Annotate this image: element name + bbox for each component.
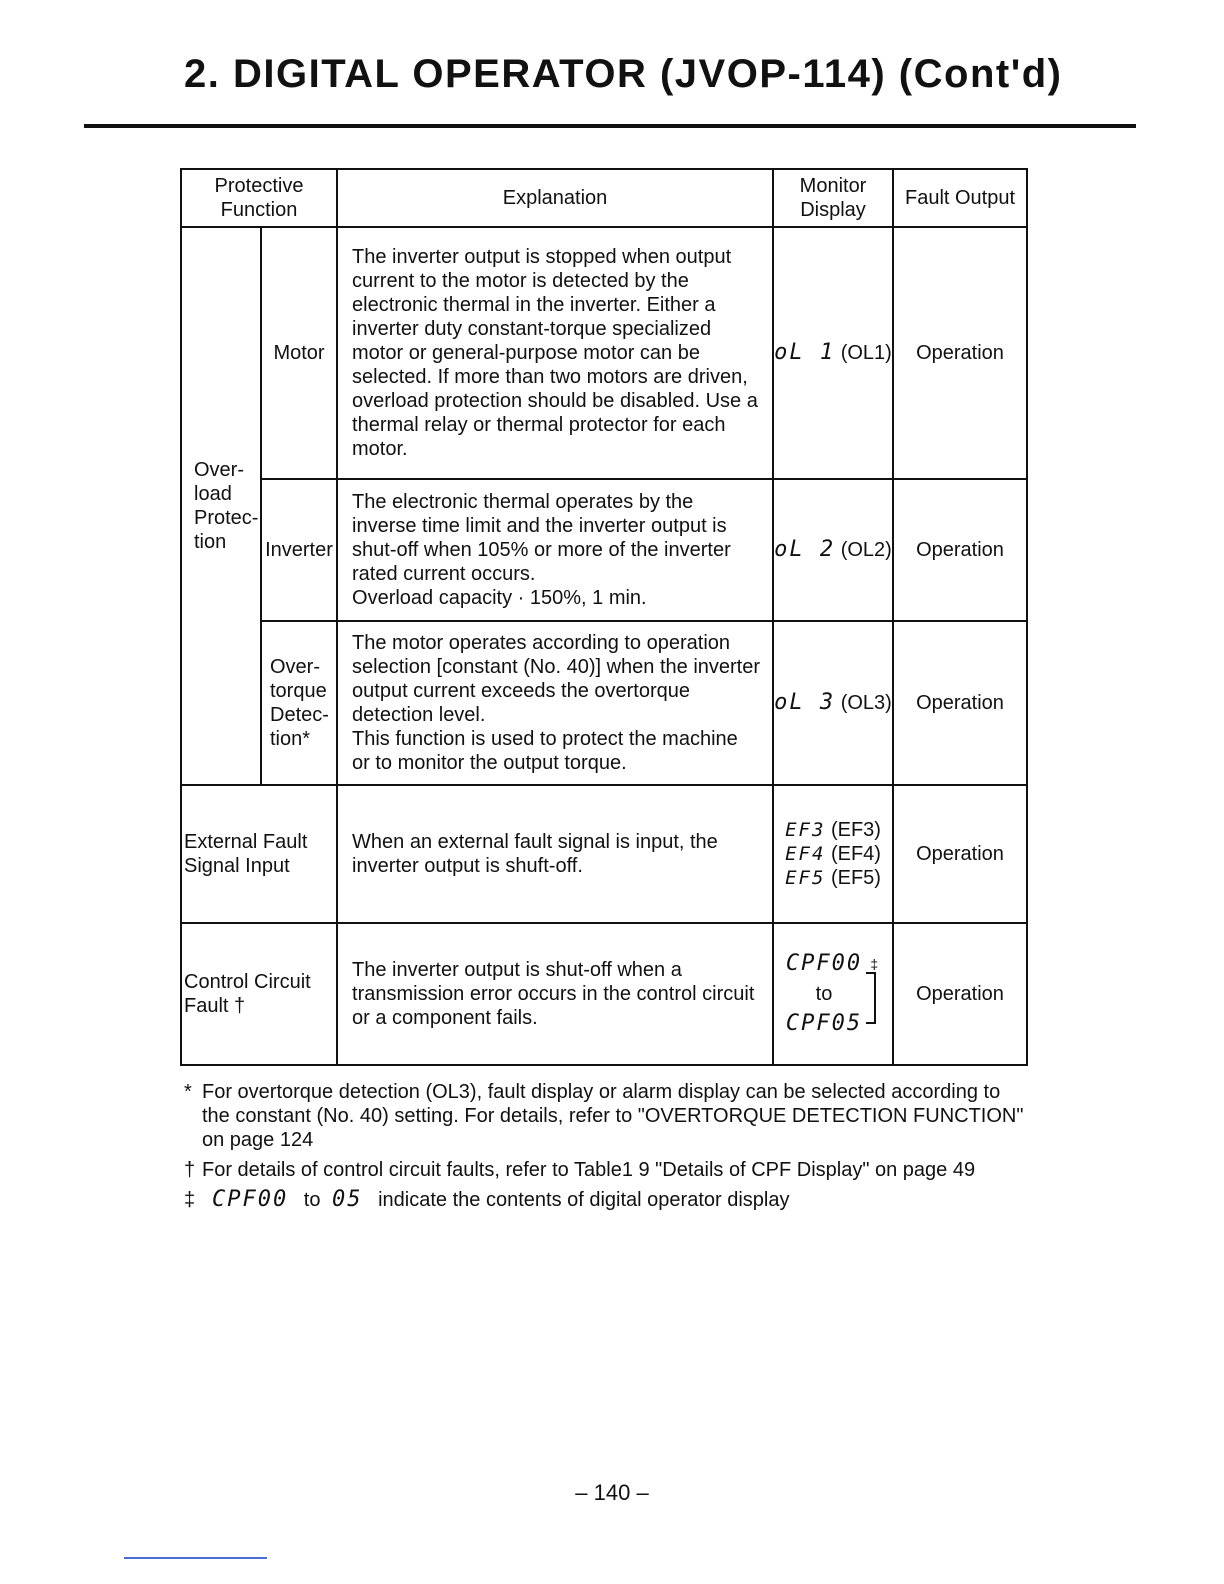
page-title: 2. DIGITAL OPERATOR (JVOP-114) (Cont'd) bbox=[184, 52, 1063, 96]
seven-seg-code: EF3 bbox=[785, 819, 826, 841]
code-label: (EF3) bbox=[830, 819, 881, 841]
table-row bbox=[181, 923, 1027, 1065]
footnote-text: For overtorque detection (OL3), fault display or alarm display can be selected according to the constant (No. 40) setting. For details, refer to "OVERTORQUE DETECTION FUNCTION" on page 124 bbox=[202, 1081, 1024, 1151]
asterisk-mark: * bbox=[184, 1081, 192, 1103]
footnotes bbox=[184, 1080, 1024, 1218]
bracket-icon bbox=[866, 972, 876, 1024]
title-rule bbox=[84, 124, 1136, 128]
protective-function-table bbox=[180, 168, 1028, 1066]
code-label: (OL3) bbox=[840, 692, 892, 714]
fault-output-cell: Operation bbox=[893, 479, 1027, 621]
dagger-mark: † bbox=[184, 1159, 196, 1181]
page-number: – 140 – bbox=[575, 1480, 649, 1505]
function-cell: Control Circuit Fault † bbox=[181, 923, 337, 1065]
fault-output-cell: Operation bbox=[893, 227, 1027, 479]
seven-seg-code: EF5 bbox=[785, 867, 826, 889]
range-to: to bbox=[815, 983, 833, 1005]
overload-protection-group: Over-load Protec-tion bbox=[181, 227, 261, 785]
monitor-display-cell bbox=[773, 227, 893, 479]
monitor-line bbox=[774, 842, 892, 866]
fault-output-cell: Operation bbox=[893, 621, 1027, 785]
seven-seg-code: oL 3 bbox=[774, 690, 836, 715]
code-label: (OL1) bbox=[840, 342, 892, 364]
fault-output-cell: Operation bbox=[893, 785, 1027, 923]
monitor-line bbox=[774, 866, 892, 890]
sub-function: Over-torque Detec-tion* bbox=[261, 621, 337, 785]
sub-function: Inverter bbox=[261, 479, 337, 621]
function-cell: External Fault Signal Input bbox=[181, 785, 337, 923]
code-label: (OL2) bbox=[840, 539, 892, 561]
header-monitor-display: Monitor Display bbox=[773, 169, 893, 227]
fault-output-cell: Operation bbox=[893, 923, 1027, 1065]
footnote bbox=[184, 1158, 1024, 1182]
footnote-text: For details of control circuit faults, refer to Table1 9 "Details of CPF Display" on page 49 bbox=[202, 1159, 976, 1181]
footnote-to: to bbox=[303, 1189, 321, 1211]
cpf-range bbox=[786, 952, 880, 1036]
monitor-display-cell bbox=[773, 479, 893, 621]
explanation-text: The motor operates according to operation selection [constant (No. 40)] when the inverter output current exceeds the overtorque detection level. bbox=[352, 632, 761, 726]
footnote bbox=[184, 1080, 1024, 1152]
explanation-cell bbox=[337, 621, 773, 785]
table-header-row bbox=[181, 169, 1027, 227]
explanation-text: The electronic thermal operates by the inverse time limit and the inverter output is shut-off when 105% or more of the inverter rated current occurs. bbox=[352, 491, 731, 585]
monitor-line bbox=[774, 818, 892, 842]
seven-seg-code: EF4 bbox=[785, 843, 826, 865]
explanation-cell: The inverter output is shut-off when a transmission error occurs in the control circuit or a component fails. bbox=[337, 923, 773, 1065]
footer-rule bbox=[124, 1557, 267, 1559]
header-protective-function: Protective Function bbox=[181, 169, 337, 227]
table-row bbox=[181, 621, 1027, 785]
seven-seg-code: 05 bbox=[332, 1187, 363, 1212]
code-label: (EF4) bbox=[830, 843, 881, 865]
table-row bbox=[181, 785, 1027, 923]
seven-seg-code: CPF00 bbox=[212, 1187, 289, 1212]
monitor-display-cell bbox=[773, 621, 893, 785]
footnote-text: indicate the contents of digital operator display bbox=[378, 1189, 790, 1211]
explanation-extra: Overload capacity · 150%, 1 min. bbox=[352, 587, 647, 609]
seven-seg-code: oL 1 bbox=[774, 340, 836, 365]
table-row bbox=[181, 227, 1027, 479]
table-row bbox=[181, 479, 1027, 621]
explanation-cell: When an external fault signal is input, the inverter output is shuft-off. bbox=[337, 785, 773, 923]
seven-seg-code: oL 2 bbox=[774, 537, 836, 562]
explanation-cell: The inverter output is stopped when output current to the motor is detected by the electronic thermal in the inverter. Either a inverter duty constant-torque specialized motor or general-purpose motor can be selected. If more than two motors are driven, overload protection should be disabled. Use a thermal relay or thermal protector for each motor. bbox=[337, 227, 773, 479]
sub-function: Motor bbox=[261, 227, 337, 479]
seven-seg-code: CPF05 bbox=[785, 1011, 863, 1036]
explanation-cell bbox=[337, 479, 773, 621]
monitor-display-cell bbox=[773, 923, 893, 1065]
seven-seg-code: CPF00 bbox=[785, 951, 863, 976]
explanation-extra: This function is used to protect the machine or to monitor the output torque. bbox=[352, 728, 738, 774]
double-dagger-mark: ‡ bbox=[870, 956, 879, 972]
double-dagger-mark: ‡ bbox=[184, 1189, 196, 1211]
footnote bbox=[184, 1188, 1024, 1212]
monitor-display-cell bbox=[773, 785, 893, 923]
header-fault-output: Fault Output bbox=[893, 169, 1027, 227]
code-label: (EF5) bbox=[830, 867, 881, 889]
header-explanation: Explanation bbox=[337, 169, 773, 227]
